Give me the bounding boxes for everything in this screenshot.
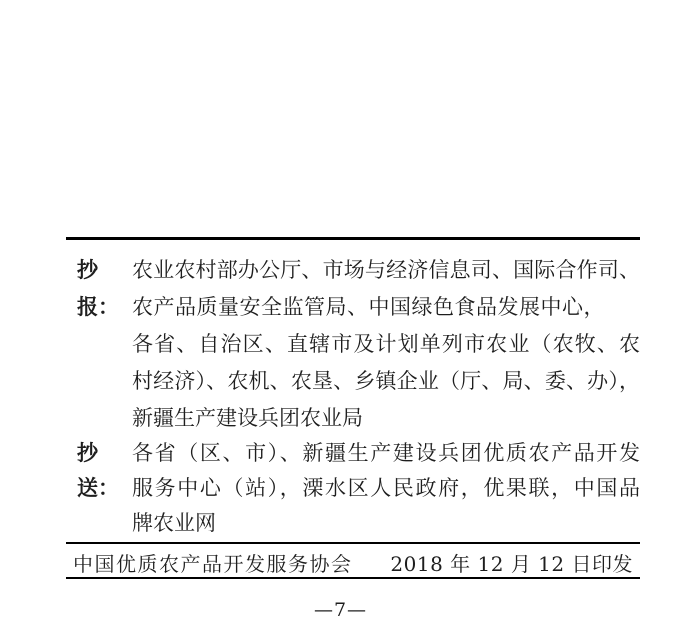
print-date: 2018 年 12 月 12 日印发 (390, 551, 633, 576)
cc-report-label: 抄报： (77, 259, 119, 319)
cc-report-line-4: 村经济）、农机、农垦、乡镇企业（厅、局、委、办）， (132, 369, 640, 393)
colophon-top-rule (66, 542, 640, 544)
cc-send-label: 抄送： (77, 442, 119, 500)
cc-send-line-3: 牌农业网 (132, 511, 216, 535)
cc-send-line-2: 服务中心（站），溧水区人民政府，优果联，中国品 (132, 476, 640, 500)
top-divider-rule (66, 237, 640, 240)
cc-send-lines (132, 436, 640, 541)
cc-report-section (77, 252, 640, 437)
cc-report-line-5: 新疆生产建设兵团农业局 (132, 406, 363, 430)
colophon-row (66, 548, 640, 576)
page-number: —7— (313, 599, 368, 621)
cc-report-line-1: 农业农村部办公厅、市场与经济信息司、国际合作司、 (132, 258, 640, 282)
cc-send-section (77, 436, 640, 541)
cc-report-line-3: 各省、自治区、直辖市及计划单列市农业（农牧、农 (132, 332, 640, 356)
issuer-name: 中国优质农产品开发服务协会 (73, 551, 353, 576)
cc-send-line-1: 各省（区、市）、新疆生产建设兵团优质农产品开发 (132, 441, 640, 465)
colophon-bottom-rule (66, 577, 640, 579)
cc-report-lines (132, 252, 640, 437)
cc-report-line-2: 农产品质量安全监管局、中国绿色食品发展中心， (132, 295, 605, 319)
